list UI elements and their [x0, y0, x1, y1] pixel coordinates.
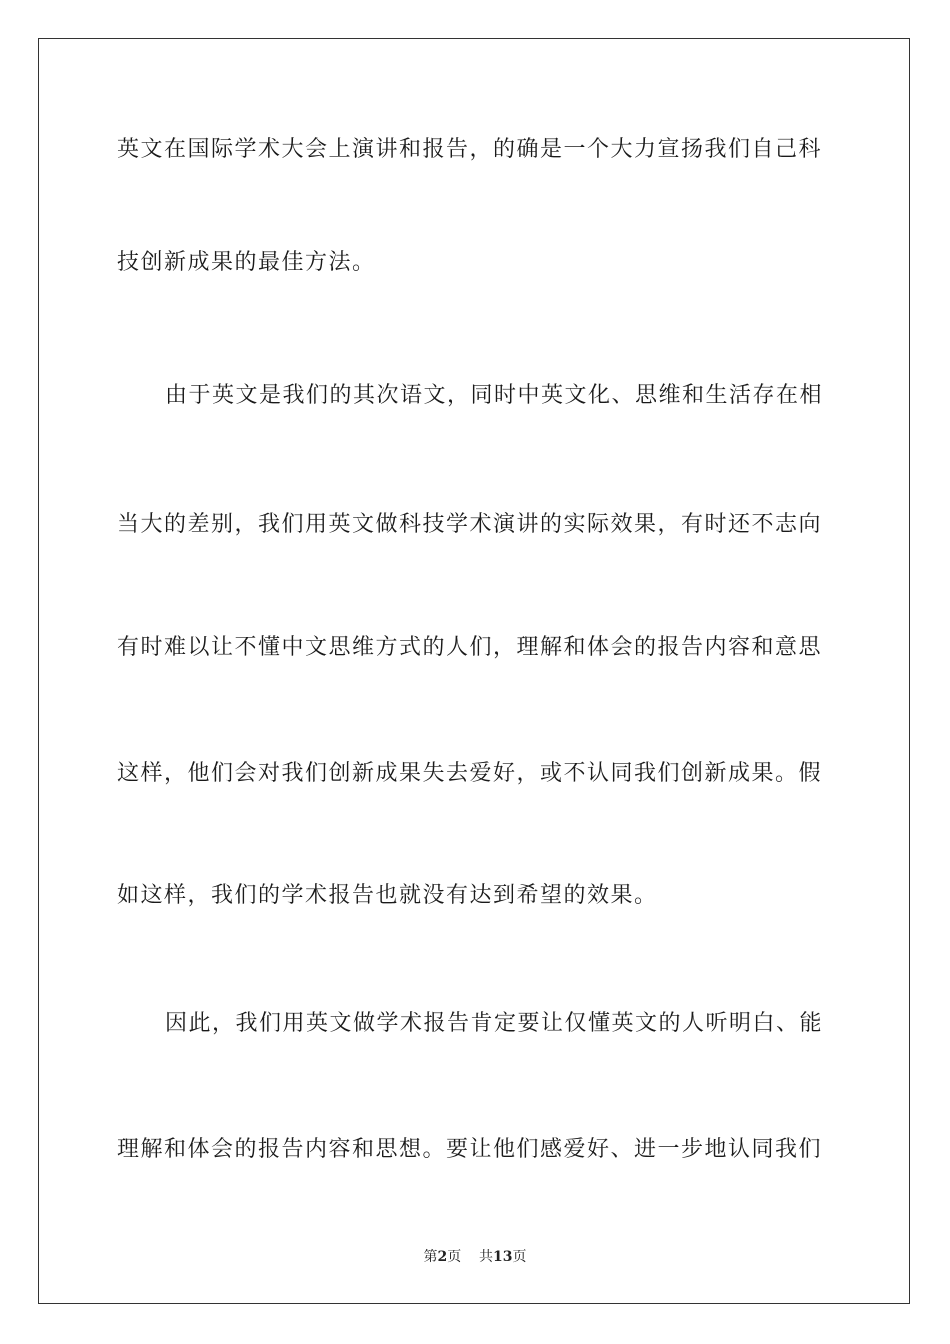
- page-footer: [0, 1246, 950, 1266]
- page-prefix: 第: [423, 1249, 438, 1265]
- paragraph-start-line: 因此，我们用英文做学术报告肯定要让仅懂英文的人听明白、能: [165, 1011, 824, 1036]
- total-prefix: 共: [479, 1249, 494, 1265]
- page-border: [38, 38, 910, 1304]
- text-line: 当大的差别，我们用英文做科技学术演讲的实际效果，有时还不志向: [117, 512, 823, 537]
- text-line: 技创新成果的最佳方法。: [117, 250, 376, 275]
- paragraph-start-line: 由于英文是我们的其次语文，同时中英文化、思维和生活存在相: [165, 383, 824, 408]
- total-unit: 页: [512, 1249, 527, 1265]
- text-line: 英文在国际学术大会上演讲和报告，的确是一个大力宣扬我们自己科: [117, 137, 823, 162]
- text-line: 这样，他们会对我们创新成果失去爱好，或不认同我们创新成果。假: [117, 761, 823, 786]
- page-unit: 页: [447, 1249, 462, 1265]
- text-line: 如这样，我们的学术报告也就没有达到希望的效果。: [117, 883, 658, 908]
- page-number: 2: [437, 1249, 448, 1265]
- text-line: 有时难以让不懂中文思维方式的人们，理解和体会的报告内容和意思: [117, 635, 823, 660]
- text-line: 理解和体会的报告内容和思想。要让他们感爱好、进一步地认同我们: [117, 1137, 823, 1162]
- total-pages: 13: [493, 1249, 513, 1265]
